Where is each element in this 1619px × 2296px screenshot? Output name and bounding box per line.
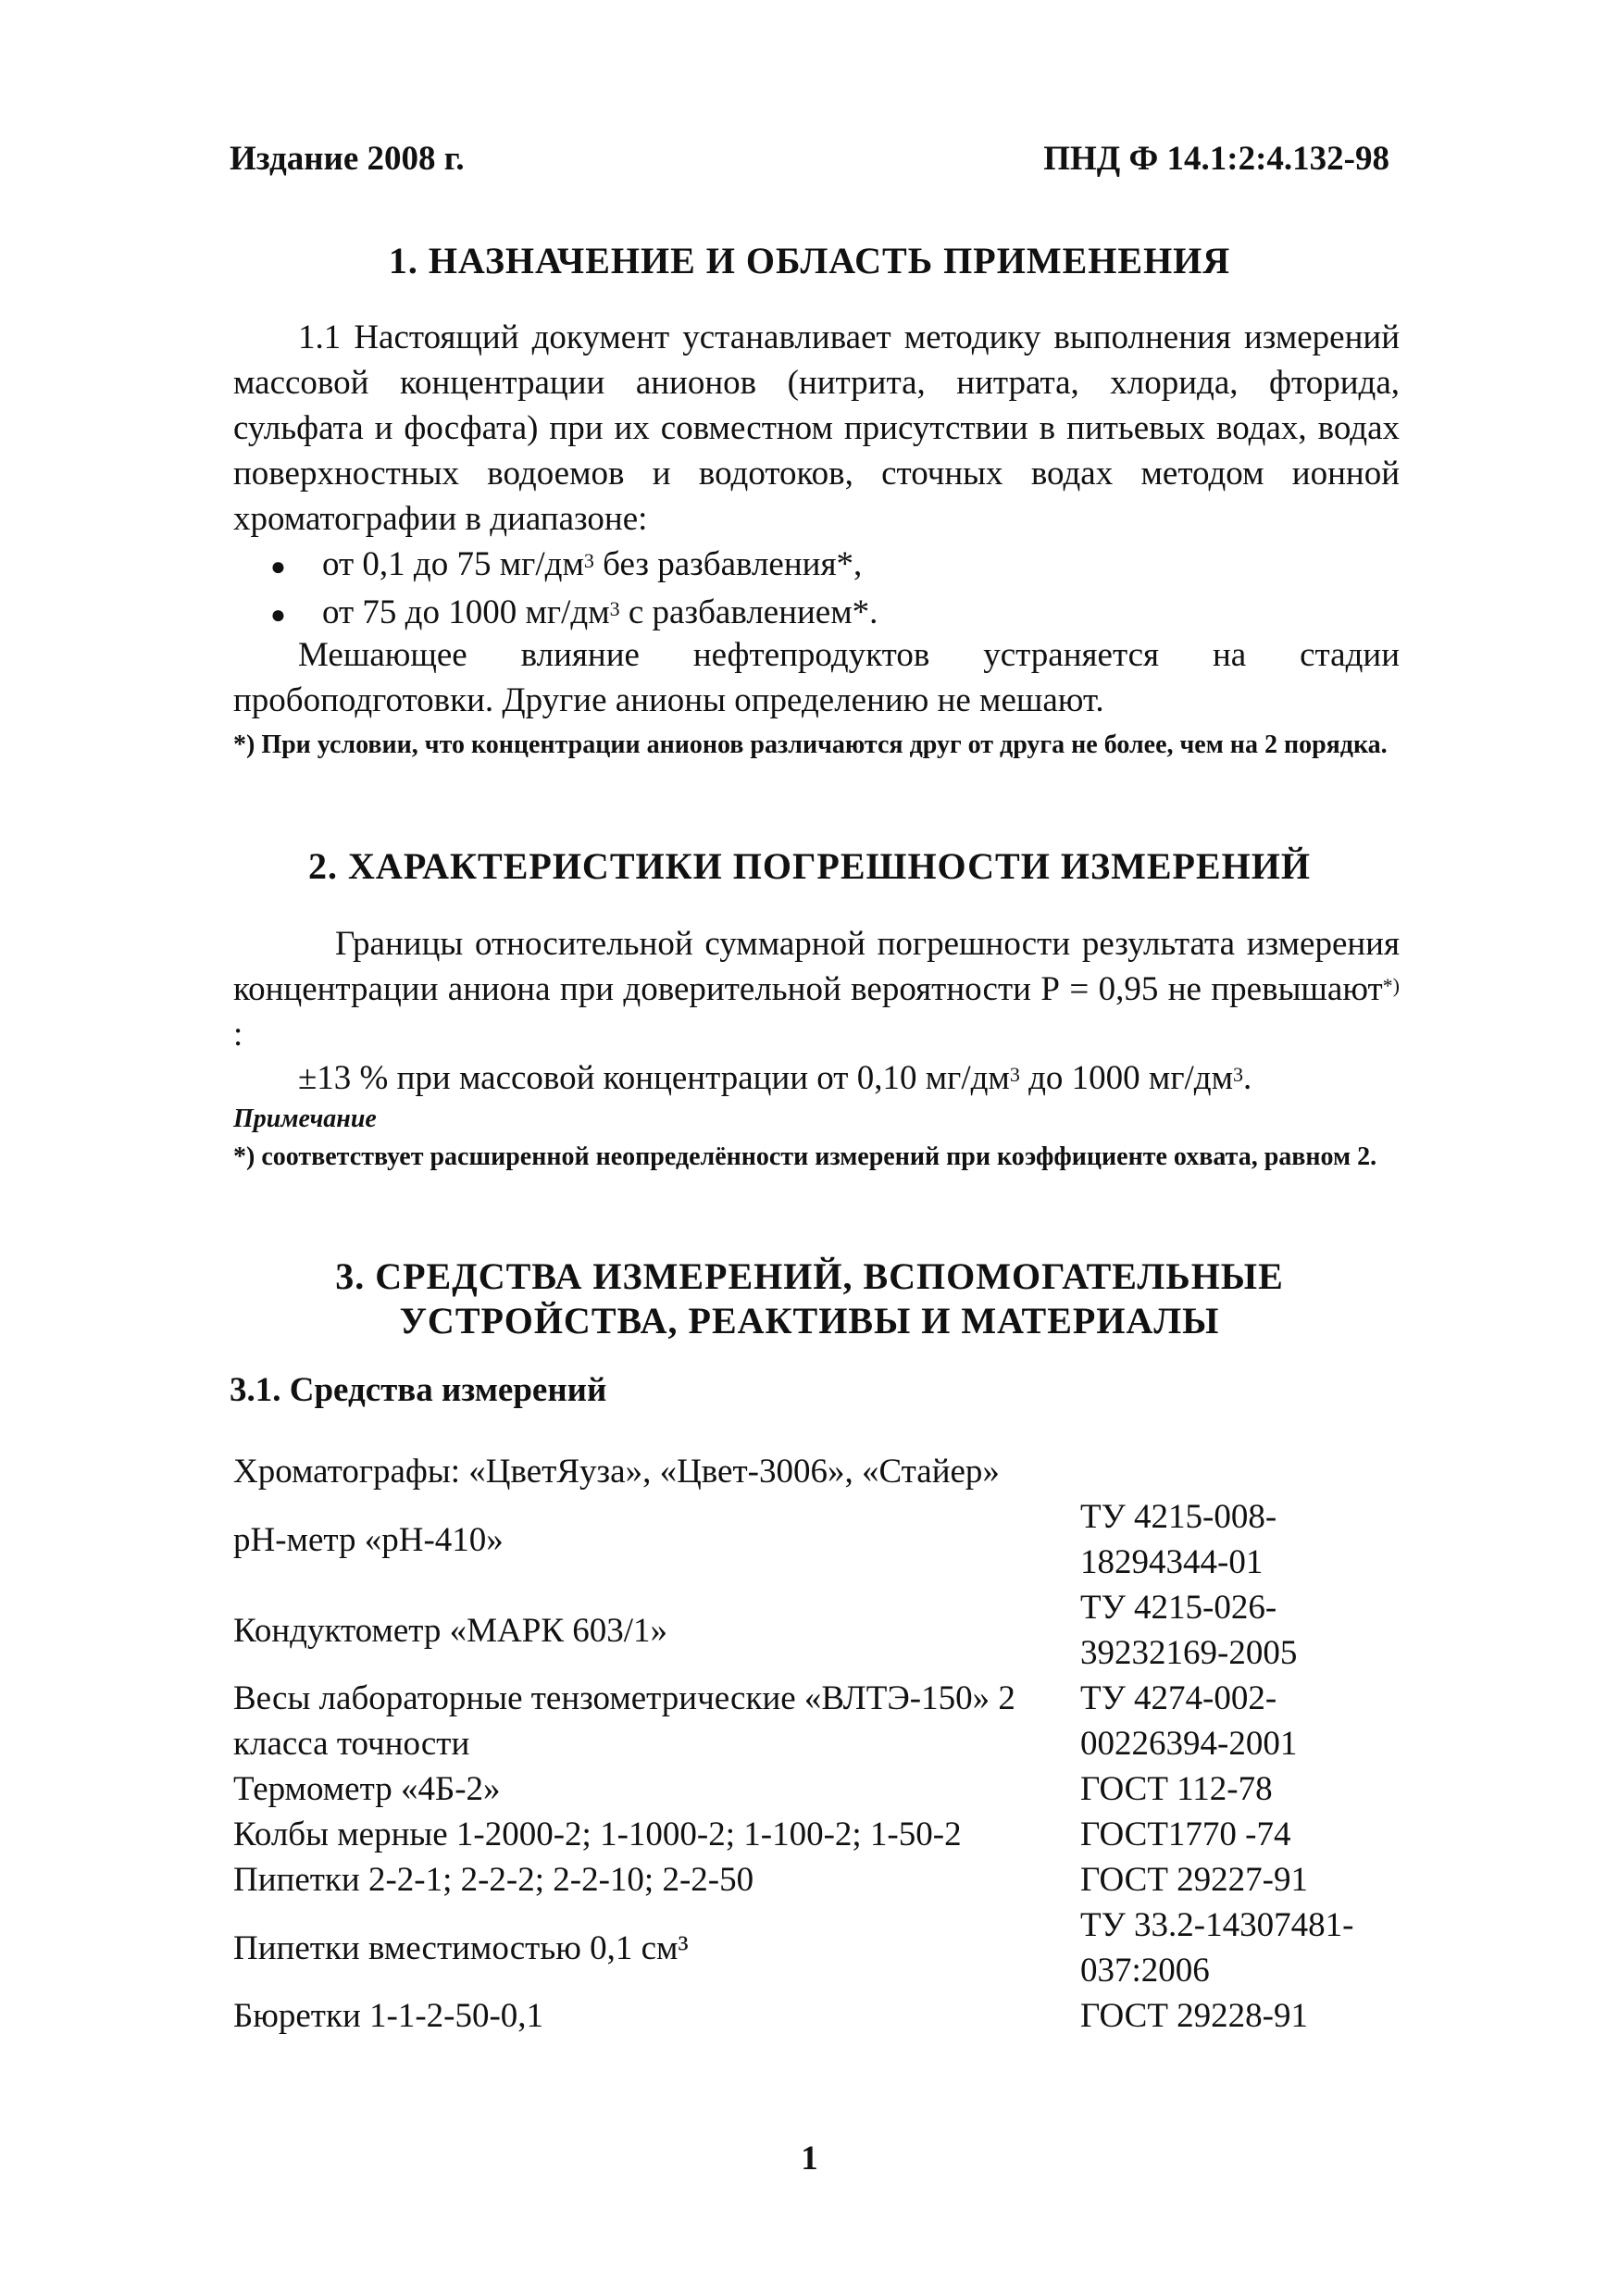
section-3-title-line-2: УСТРОЙСТВА, РЕАКТИВЫ И МАТЕРИАЛЫ [399, 1300, 1220, 1341]
equipment-name: Весы лабораторные тензометрические «ВЛТЭ-150» 2 класса точности [233, 1679, 1015, 1763]
section-3-1-title: 3.1. Средства измерений [230, 1371, 607, 1409]
note-label: Примечание [233, 1104, 377, 1133]
equipment-name: рН-метр «рН-410» [233, 1520, 504, 1559]
table-row [233, 1857, 1400, 1903]
section-3-title-line-1: 3. СРЕДСТВА ИЗМЕРЕНИЙ, ВСПОМОГАТЕЛЬНЫЕ [335, 1255, 1284, 1297]
range-list [233, 542, 1400, 638]
list-item [233, 590, 1400, 638]
range-2-suffix: с разбавлением*. [619, 593, 878, 631]
equipment-name: Кондуктометр «МАРК 603/1» [233, 1611, 668, 1650]
bullet-icon: ● [270, 601, 286, 630]
superscript: *) [1382, 974, 1400, 997]
table-row [233, 1676, 1400, 1766]
range-1-value: от 0,1 до 75 мг/дм [322, 545, 584, 583]
section-2-paragraph [233, 921, 1400, 1057]
page-number: 1 [801, 2140, 818, 2177]
section-1-footnote: *) При условии, что концентрации анионов различаются друг от друга не более, чем на 2 порядка. [233, 730, 1388, 759]
interference-text: Мешающее влияние нефтепродуктов устраняется на стадии пробоподготовки. Другие анионы определению не мешают. [233, 636, 1400, 719]
range-1-suffix: без разбавления*, [593, 545, 863, 583]
equipment-name: Бюретки 1-1-2-50-0,1 [233, 1997, 544, 2035]
section-2-note: *) соответствует расширенной неопределённости измерений при коэффициенте охвата, равном 2. [233, 1142, 1377, 1171]
table-row [233, 1449, 1400, 1494]
table-row [233, 1993, 1400, 2039]
superscript: 3 [1233, 1063, 1244, 1086]
equipment-name: Пипетки вместимостью 0,1 см³ [233, 1928, 689, 1967]
equipment-standard: ТУ 4215-026-39232169-2005 [1080, 1589, 1298, 1672]
superscript: 3 [1009, 1063, 1020, 1086]
superscript: 3 [583, 549, 594, 572]
equipment-standard: ТУ 4215-008-18294344-01 [1080, 1498, 1277, 1581]
table-row [233, 1812, 1400, 1857]
range-2-text [322, 590, 878, 635]
edition-label: Издание 2008 г. [230, 140, 465, 178]
equipment-standard: ГОСТ 29227-91 [1080, 1861, 1308, 1899]
table-row [233, 1494, 1400, 1585]
section-2-suffix: : [233, 1016, 243, 1054]
interference-paragraph [233, 632, 1400, 723]
equipment-table [233, 1449, 1400, 2039]
equipment-standard: ГОСТ1770 -74 [1080, 1816, 1291, 1853]
equipment-standard: ТУ 4274-002-00226394-2001 [1080, 1679, 1298, 1763]
equipment-name: Пипетки 2-2-1; 2-2-2; 2-2-10; 2-2-50 [233, 1861, 754, 1899]
section-2-title: 2. ХАРАКТЕРИСТИКИ ПОГРЕШНОСТИ ИЗМЕРЕНИЙ [308, 845, 1311, 887]
equipment-standard: ГОСТ 112-78 [1080, 1770, 1273, 1808]
error-value-end: . [1243, 1059, 1252, 1097]
equipment-standard: ТУ 33.2-14307481-037:2006 [1080, 1906, 1354, 1990]
document-code: ПНД Ф 14.1:2:4.132-98 [1043, 140, 1389, 178]
range-2-value: от 75 до 1000 мг/дм [322, 593, 610, 631]
equipment-standard: ГОСТ 29228-91 [1080, 1997, 1308, 2035]
bullet-icon: ● [270, 553, 286, 581]
error-value-text: ±13 % при массовой концентрации от 0,10 мг/дм [298, 1059, 1010, 1097]
table-row [233, 1766, 1400, 1812]
equipment-name: Колбы мерные 1-2000-2; 1-1000-2; 1-100-2; 1-50-2 [233, 1816, 962, 1853]
equipment-name: Хроматографы: «ЦветЯуза», «Цвет-3006», «Стайер» [233, 1453, 1000, 1491]
section-1-1-paragraph [233, 315, 1400, 542]
equipment-standard [1080, 1449, 1400, 1494]
equipment-name: Термометр «4Б-2» [233, 1770, 501, 1808]
range-1-text [322, 542, 862, 587]
error-value-line [298, 1055, 1400, 1101]
section-2-text: Границы относительной суммарной погрешности результата измерения концентрации аниона при доверительной вероятности Р = 0,95 не превышают [233, 925, 1400, 1008]
superscript: 3 [609, 597, 620, 620]
list-item [233, 542, 1400, 590]
section-1-1-text: 1.1 Настоящий документ устанавливает методику выполнения измерений массовой концентрации анионов (нитрита, нитрата, хлорида, фторида, сульфата и фосфата) при их совместном присутствии в питьевых водах, водах поверхностных водоемов и водотоков, сточных водах методом ионной хроматографии в диапазоне: [233, 318, 1400, 538]
section-1-title: 1. НАЗНАЧЕНИЕ И ОБЛАСТЬ ПРИМЕНЕНИЯ [388, 240, 1231, 281]
table-row [233, 1903, 1400, 1993]
error-value-mid: до 1000 мг/дм [1019, 1059, 1234, 1097]
table-row [233, 1585, 1400, 1676]
